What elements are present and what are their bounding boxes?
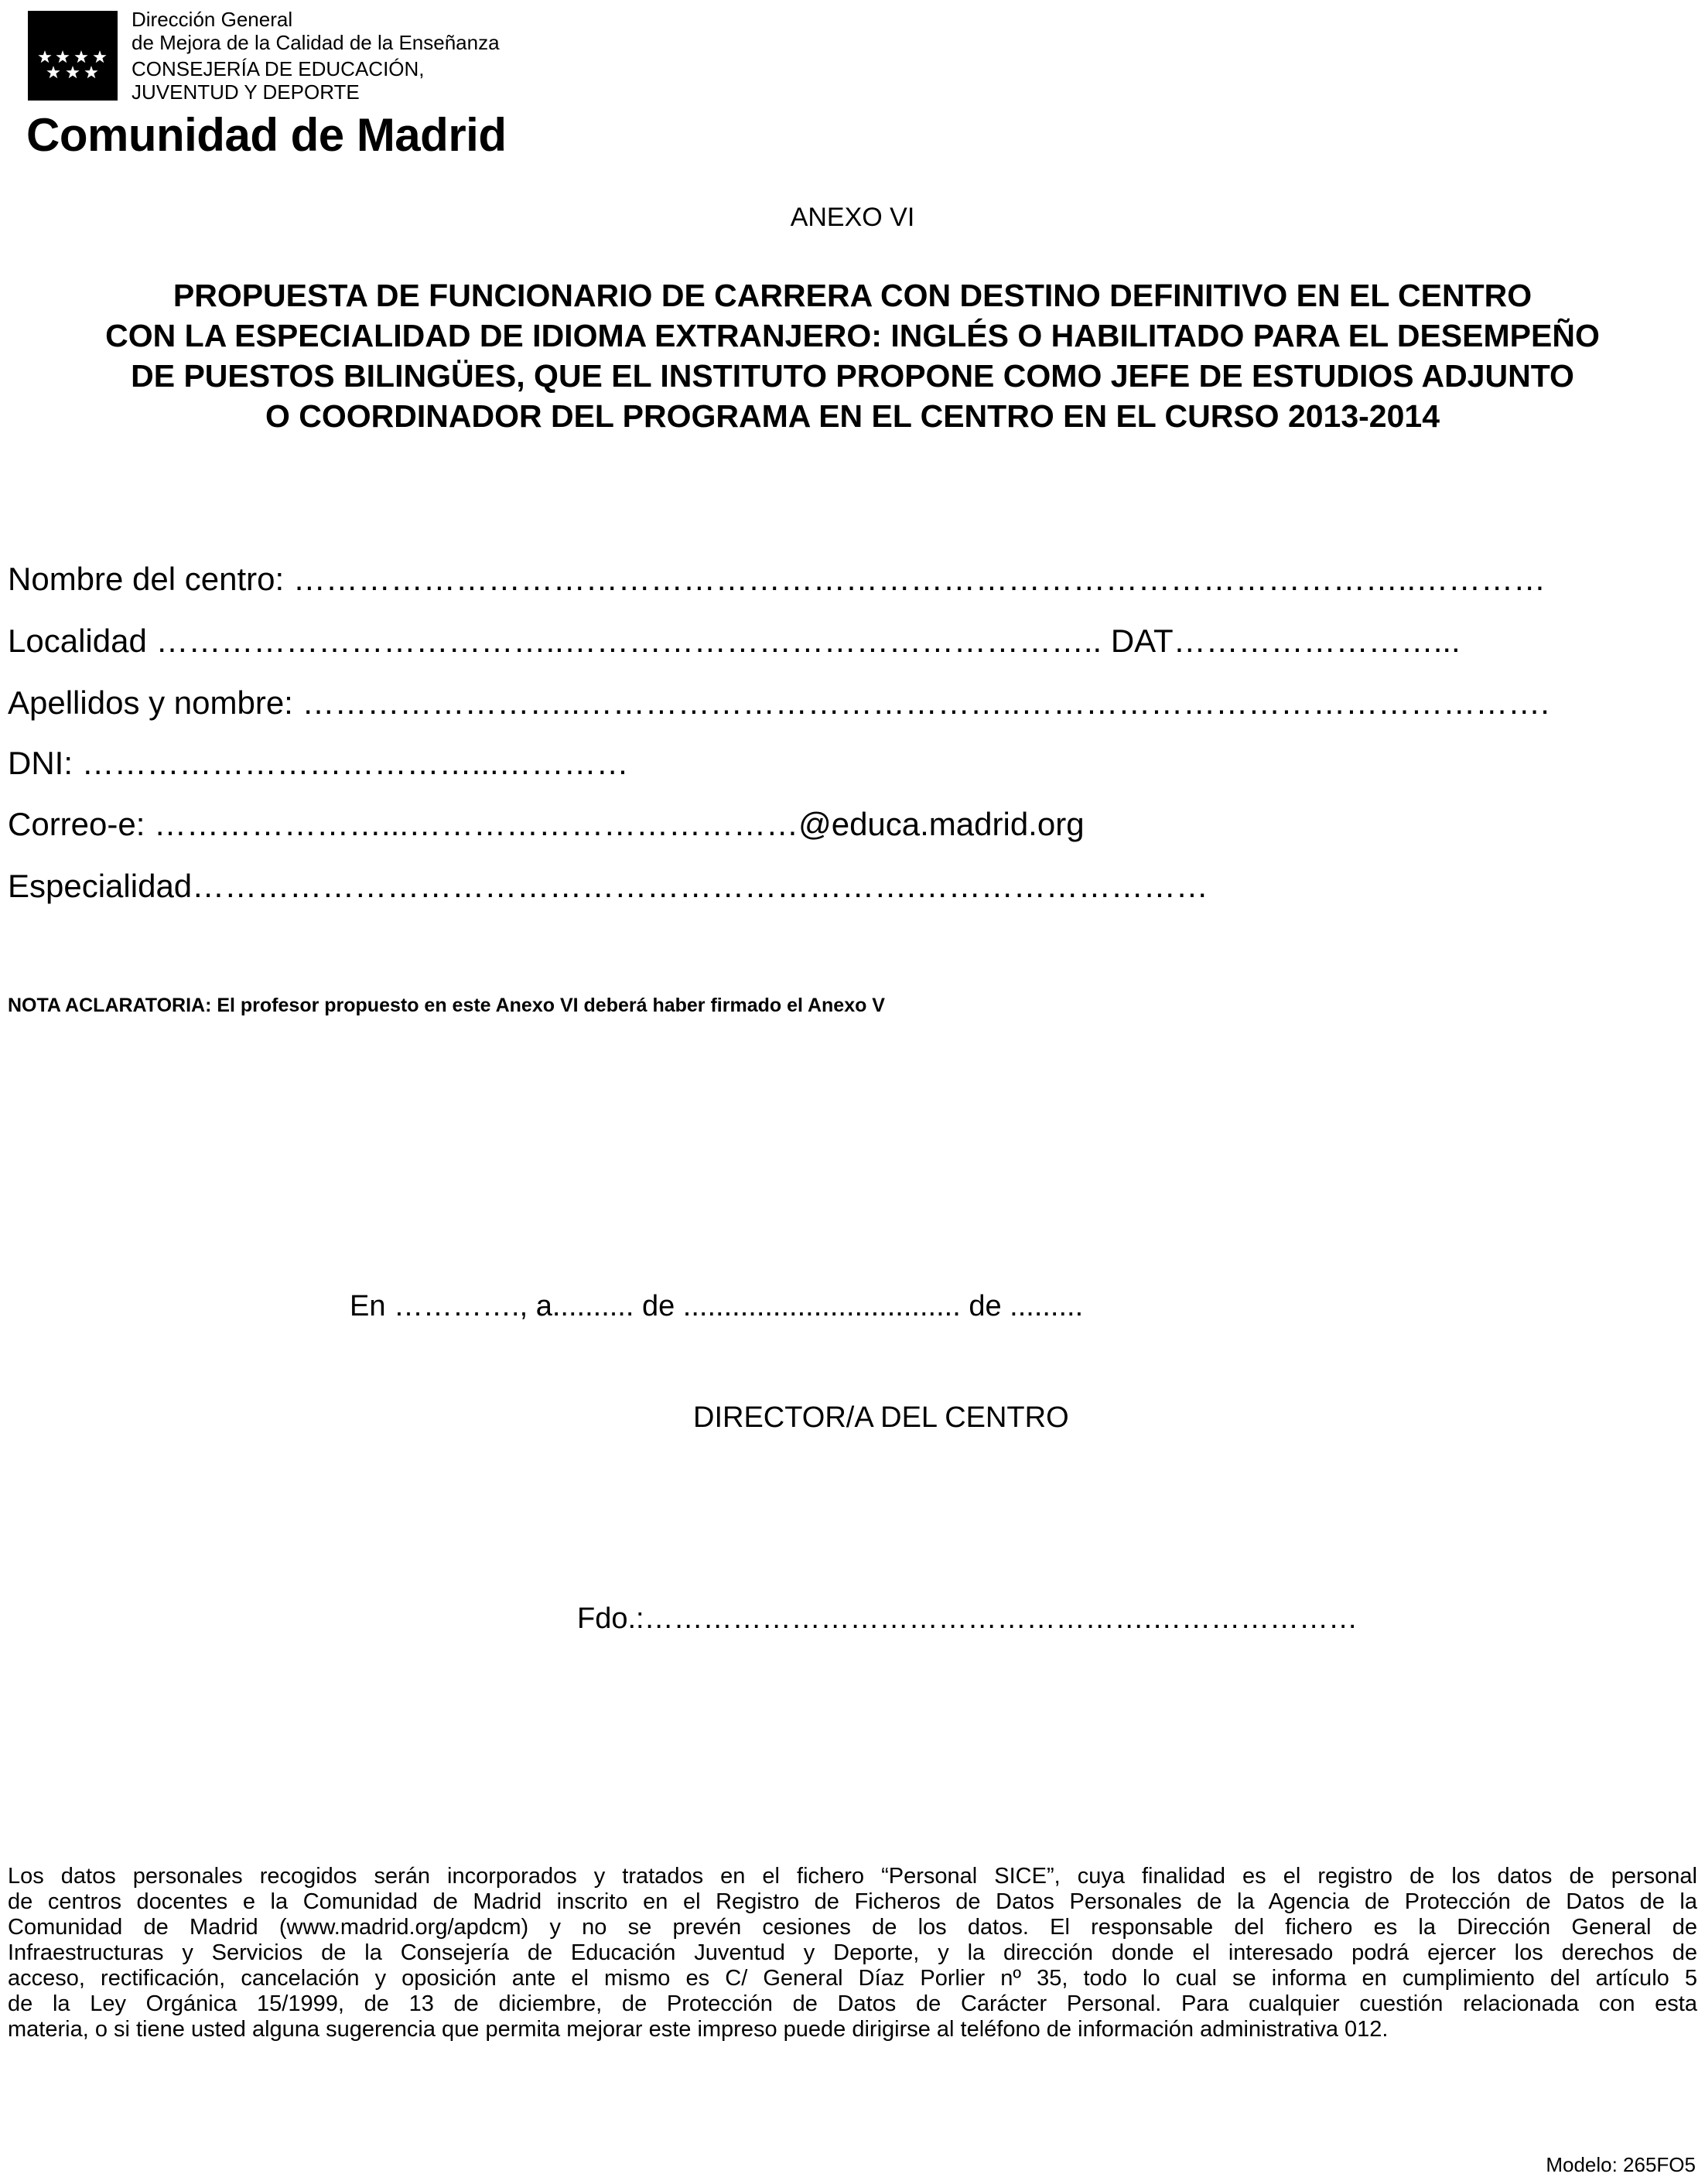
privacy-line: de centros docentes e la Comunidad de Madrid inscrito en el Registro de Ficheros de Datos Personales de la Agencia de Protección de Datos de la: [8, 1889, 1697, 1914]
issuing-organization: [132, 8, 500, 104]
field-nombre-centro[interactable]: Nombre del centro: …………………………………………………………………………………………..…………: [8, 561, 1546, 597]
org-line: CONSEJERÍA DE EDUCACIÓN,: [132, 57, 425, 80]
org-line: de Mejora de la Calidad de la Enseñanza: [132, 31, 500, 54]
title-line: PROPUESTA DE FUNCIONARIO DE CARRERA CON DESTINO DEFINITIVO EN EL CENTRO: [173, 278, 1532, 313]
privacy-notice: [8, 1864, 1697, 2042]
field-localidad-dat[interactable]: Localidad ………………………………..………………………………………….. DAT……………………...: [8, 623, 1461, 659]
field-especialidad[interactable]: Especialidad………………………………………………………….………………………: [8, 868, 1208, 904]
org-line: Dirección General: [132, 8, 293, 31]
privacy-line: Comunidad de Madrid (www.madrid.org/apdcm) y no se prevén cesiones de los datos. El responsable del fichero es la Dirección General de: [8, 1915, 1697, 1940]
privacy-line: Infraestructuras y Servicios de la Consejería de Educación Juventud y Deporte, y la dirección donde el interesado podrá ejercer los derechos de: [8, 1940, 1697, 1965]
field-correo[interactable]: Correo-e: …………………...………………………………@educa.madrid.org: [8, 806, 1085, 842]
field-dni[interactable]: DNI: ………………………………...…………: [8, 745, 629, 781]
clarifying-note: [8, 995, 885, 1017]
title-line: CON LA ESPECIALIDAD DE IDIOMA EXTRANJERO: INGLÉS O HABILITADO PARA EL DESEMPEÑO: [105, 318, 1600, 353]
privacy-line: de la Ley Orgánica 15/1999, de 13 de diciembre, de Protección de Datos de Carácter Personal. Para cualquier cuestión relacionada con esta: [8, 1991, 1697, 2016]
document-title: [0, 275, 1705, 436]
note-label: NOTA ACLARATORIA: [8, 995, 206, 1016]
title-line: DE PUESTOS BILINGÜES, QUE EL INSTITUTO PROPONE COMO JEFE DE ESTUDIOS ADJUNTO: [131, 358, 1574, 394]
brand-name: Comunidad de Madrid: [26, 109, 507, 161]
privacy-line: acceso, rectificación, cancelación y oposición ante el mismo es C/ General Díaz Porlier nº 35, todo lo cual se informa en cumplimiento del artículo 5: [8, 1966, 1697, 1991]
place-date-line[interactable]: En …………., a.......... de .................................. de .........: [350, 1290, 1084, 1322]
model-code: Modelo: 265FO5: [1546, 2153, 1696, 2176]
field-apellidos-nombre[interactable]: Apellidos y nombre: ……………………..…………………………………..………………………………………….: [8, 684, 1550, 721]
org-line: JUVENTUD Y DEPORTE: [132, 80, 360, 104]
note-text: : El profesor propuesto en este Anexo VI deberá haber firmado el Anexo V: [205, 995, 885, 1016]
title-line: O COORDINADOR DEL PROGRAMA EN EL CENTRO EN EL CURSO 2013-2014: [265, 398, 1440, 434]
director-label: DIRECTOR/A DEL CENTRO: [693, 1401, 1069, 1434]
comunidad-madrid-stars-logo-icon: [28, 11, 118, 101]
stars-icon: [28, 11, 118, 101]
annex-label: ANEXO VI: [790, 203, 915, 232]
privacy-line: Los datos personales recogidos serán incorporados y tratados en el fichero “Personal SICE”, cuya finalidad es el registro de los datos de personal: [8, 1864, 1697, 1889]
signature-line[interactable]: Fdo.:…………………………………………….…………………: [577, 1602, 1358, 1635]
privacy-line: materia, o si tiene usted alguna sugerencia que permita mejorar este impreso puede dirigirse al teléfono de información administrativa 012.: [8, 2017, 1389, 2042]
